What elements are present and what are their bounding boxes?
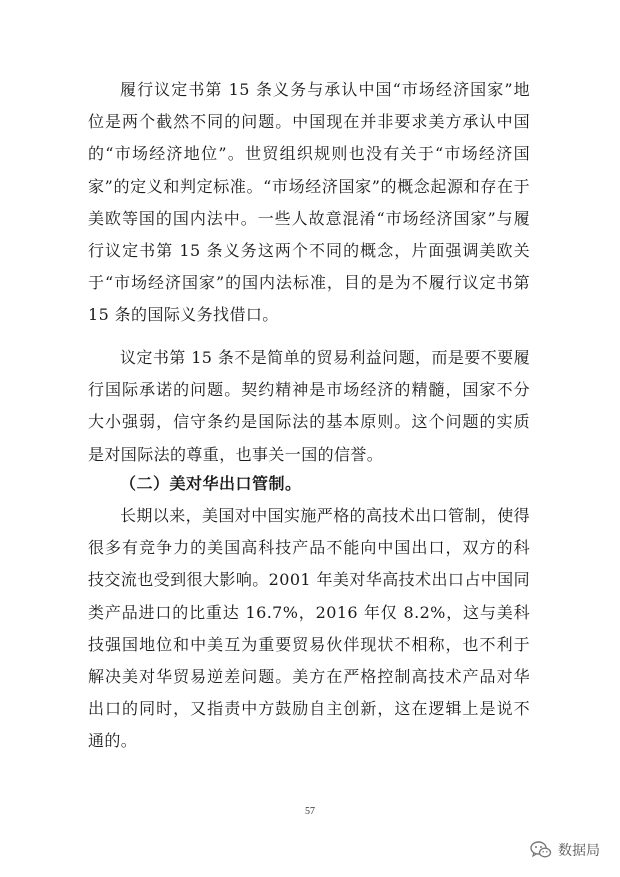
section-heading: （二）美对华出口管制。 xyxy=(120,474,302,493)
text-block-3 xyxy=(88,500,530,758)
text-block-1 xyxy=(88,74,530,332)
watermark xyxy=(530,840,600,860)
page-number: 57 xyxy=(305,806,315,817)
paragraph-1: 履行议定书第 15 条义务与承认中国“市场经济国家”地位是两个截然不同的问题。中国现在并非要求美方承认中国的“市场经济地位”。世贸组织规则也没有关于“市场经济国家”的定义和判定标准。“市场经济国家”的概念起源和存在于美欧等国的国内法中。一些人故意混淆“市场经济国家”与履行议定书第 15 条义务这两个不同的概念，片面强调美欧关于“市场经济国家”的国内法标准，目的是为不履行议定书第 15 条的国际义务找借口。 xyxy=(88,80,530,325)
section-heading-block xyxy=(88,468,530,500)
paragraph-2: 议定书第 15 条不是简单的贸易利益问题，而是要不要履行国际承诺的问题。契约精神是市场经济的精髓，国家不分大小强弱，信守条约是国际法的基本原则。这个问题的实质是对国际法的尊重，也事关一国的信誉。 xyxy=(88,348,530,464)
text-block-2 xyxy=(88,342,530,471)
wechat-icon xyxy=(530,840,552,860)
watermark-label: 数据局 xyxy=(558,843,600,859)
paragraph-3: 长期以来，美国对中国实施严格的高技术出口管制，使得很多有竞争力的美国高科技产品不能向中国出口，双方的科技交流也受到很大影响。2001 年美对华高技术出口占中国同类产品进口的比重达 16.7%，2016 年仅 8.2%，这与美科技强国地位和中美互为重要贸易伙伴现状不相称，也不利于解决美对华贸易逆差问题。美方在严格控制高技术产品对华出口的同时，又指责中方鼓励自主创新，这在逻辑上是说不通的。 xyxy=(88,506,531,751)
